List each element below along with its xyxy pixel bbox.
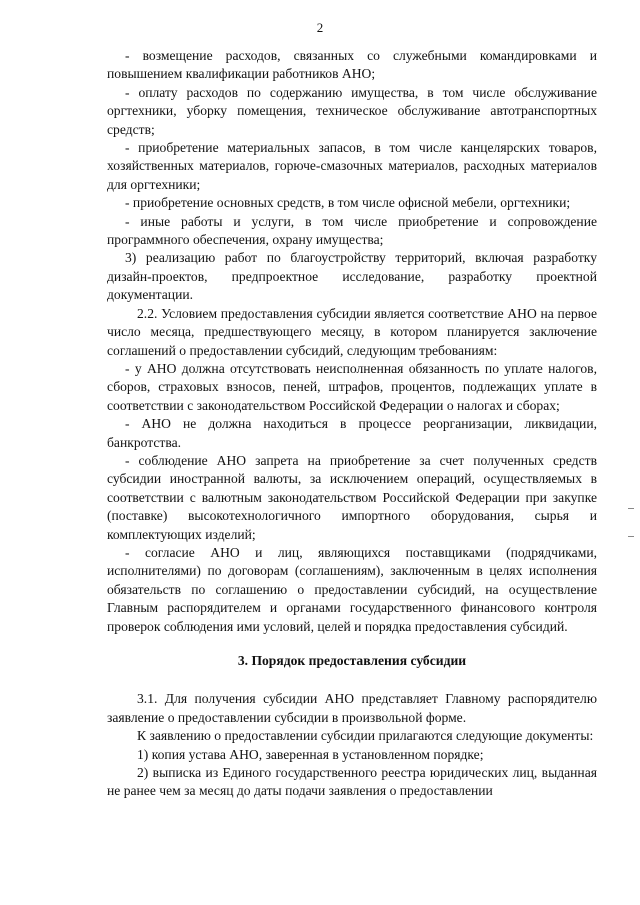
page-number: 2 — [316, 20, 324, 35]
paragraph-landscaping: 3) реализацию работ по благоустройству территорий, включая разработку дизайн-проектов, предпроектное исследование, разработку проектной документации. — [107, 250, 597, 303]
paragraph-expense-travel: - возмещение расходов, связанных со служебными командировками и повышением квалификации работников АНО; — [107, 48, 597, 82]
document-body — [107, 47, 597, 801]
paragraph-expense-materials: - приобретение материальных запасов, в том числе канцелярских товаров, хозяйственных материалов, горюче-смазочных материалов, расходных материалов для оргтехники; — [107, 140, 597, 192]
paragraph-3-1: 3.1. Для получения субсидии АНО представляет Главному распорядителю заявление о предоставлении субсидии в произвольной форме. — [107, 691, 597, 725]
scan-margin-mark — [628, 508, 634, 509]
paragraph-expense-fixed-assets: - приобретение основных средств, в том числе офисной мебели, оргтехники; — [125, 195, 571, 211]
scan-margin-mark — [628, 536, 634, 537]
paragraph-requirement-currency: - соблюдение АНО запрета на приобретение за счет полученных средств субсидии иностранной валюты, за исключением операций, осуществляемых в соответствии с валютным законодательством Российской Федерации при закупке (поставке) высокотехнологичного импортного оборудования, сырья и комплектующих изделий; — [107, 452, 597, 542]
paragraph-requirement-consent: - согласие АНО и лиц, являющихся поставщиками (подрядчиками, исполнителями) по договорам (соглашениям), заключенным в целях исполнения обязательств по соглашению о предоставлении субсидий, на осуществление Главным распорядителем и органами государственного финансового контроля проверок соблюдения ими условий, целей и порядка предоставления субсидий. — [107, 544, 597, 634]
paragraph-documents-intro: К заявлению о предоставлении субсидии прилагаются следующие документы: — [137, 728, 594, 744]
paragraph-expense-property: - оплату расходов по содержанию имущества, в том числе обслуживание оргтехники, уборку помещения, техническое обслуживание автотранспортных средств; — [107, 84, 597, 137]
paragraph-2-2: 2.2. Условием предоставления субсидии является соответствие АНО на первое число месяца, предшествующего месяцу, в котором планируется заключение соглашений о предоставлении субсидий, следующим требованиям: — [107, 305, 597, 358]
section-heading: 3. Порядок предоставления субсидии — [237, 653, 467, 668]
paragraph-requirement-taxes: - у АНО должна отсутствовать неисполненная обязанность по уплате налогов, сборов, страховых взносов, пеней, штрафов, процентов, подлежащих уплате в соответствии с законодательством Российской Федерации о налогах и сборах; — [107, 360, 597, 413]
paragraph-document-extract: 2) выписка из Единого государственного реестра юридических лиц, выданная не ранее чем за месяц до даты подачи заявления о предоставлении — [107, 765, 597, 799]
paragraph-requirement-reorganization: - АНО не должна находиться в процессе реорганизации, ликвидации, банкротства. — [107, 416, 597, 450]
paragraph-document-charter: 1) копия устава АНО, заверенная в установленном порядке; — [137, 746, 484, 762]
paragraph-expense-other: - иные работы и услуги, в том числе приобретение и сопровождение программного обеспечения, охрану имущества; — [107, 213, 597, 248]
